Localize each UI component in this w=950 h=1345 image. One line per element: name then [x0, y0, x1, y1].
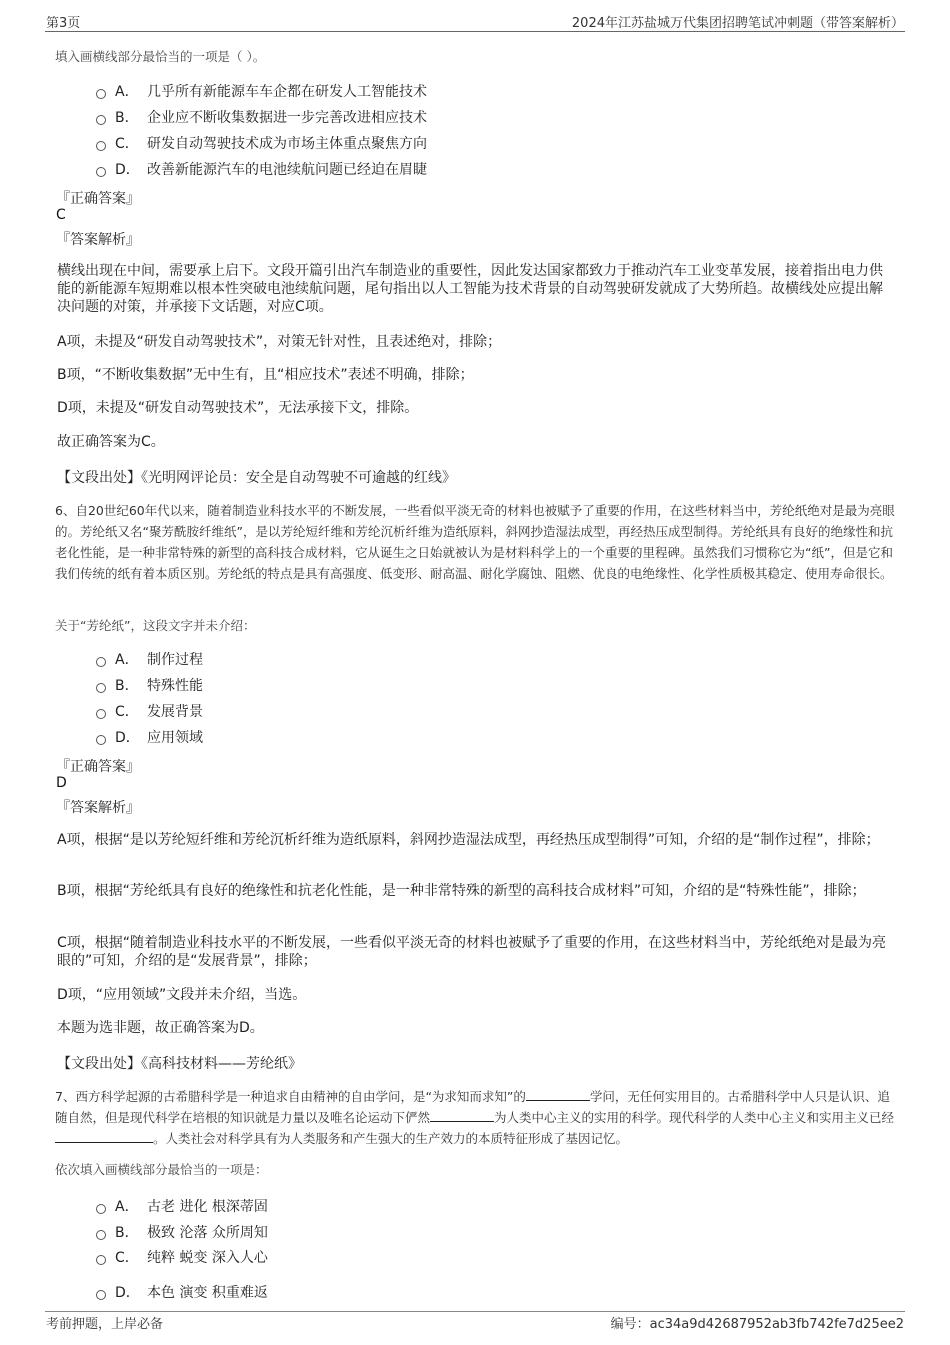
footer-divider: [45, 1311, 905, 1312]
radio-icon[interactable]: [96, 683, 106, 693]
analysis-paragraph: A项，未提及“研发自动驾驶技术”，对策无针对性，且表述绝对，排除；: [57, 334, 502, 350]
fill-blank-3[interactable]: [55, 1130, 153, 1143]
answer-value: C: [56, 207, 66, 223]
analysis-paragraph: 本题为选非题，故正确答案为D。: [57, 1020, 264, 1036]
radio-icon[interactable]: [96, 1255, 106, 1265]
question-passage: 6、自20世纪60年代以来，随着制造业科技水平的不断发展，一些看似平淡无奇的材料也被赋予了重要的作用，在这些材料当中，芳纶纸绝对是最为亮眼的。芳纶纸又名“聚芳酰胺纤维纸”，是以芳纶短纤维和芳纶沉析纤维为造纸原料，斜网抄造湿法成型，再经热压成型制得。芳纶纸具有良好的绝缘性和抗老化性能，是一种非常特殊的新型的高科技合成材料，它从诞生之日始就被认为是材料科学上的一个重要的里程碑。虽然我们习惯称它为“纸”，但是它和我们传统的纸有着本质区别。芳纶纸的特点是具有高强度、低变形、耐高温、耐化学腐蚀、阻燃、优良的电绝缘性、化学性质极其稳定、使用寿命很长。: [55, 503, 895, 581]
radio-icon[interactable]: [96, 115, 106, 125]
answer-value: D: [56, 775, 67, 791]
header-divider: [45, 31, 905, 32]
fill-blank-2[interactable]: [430, 1109, 494, 1122]
analysis-paragraph: B项，“不断收集数据”无中生有，且“相应技术”表述不明确，排除；: [57, 367, 474, 383]
radio-icon[interactable]: [96, 1290, 106, 1300]
footer-slogan: 考前押题，上岸必备: [46, 1317, 164, 1332]
analysis-label: 『答案解析』: [56, 800, 140, 816]
analysis-paragraph: A项，根据“是以芳纶短纤维和芳纶沉析纤维为造纸原料，斜网抄造湿法成型，再经热压成型制得”可知，介绍的是“制作过程”，排除；: [57, 832, 880, 848]
document-code: 编号：ac34a9d42687952ab3fb742fe7d25ee2: [610, 1317, 904, 1332]
radio-icon[interactable]: [96, 167, 106, 177]
analysis-paragraph: 横线出现在中间，需要承上启下。文段开篇引出汽车制造业的重要性，因此发达国家都致力于推动汽车工业变革发展，接着指出电力供能的新能源车短期难以根本性突破电池续航问题，尾句指出以人工智能为技术背景的自动驾驶研发就成了大势所趋。故横线处应提出解决问题的对策，并承接下文话题，对应C项。: [57, 263, 883, 315]
passage-source: 【文段出处】《光明网评论员：安全是自动驾驶不可逾越的红线》: [57, 470, 456, 486]
option-a[interactable]: A． 古老 进化 根深蒂固: [96, 1197, 268, 1217]
option-c[interactable]: C． 研发自动驾驶技术成为市场主体重点聚焦方向: [96, 134, 427, 154]
document-title: 2024年江苏盐城万代集团招聘笔试冲刺题（带答案解析）: [571, 16, 904, 31]
radio-icon[interactable]: [96, 709, 106, 719]
passage-source: 【文段出处】《高科技材料——芳纶纸》: [57, 1056, 302, 1072]
analysis-paragraph: D项，未提及“研发自动驾驶技术”，无法承接下文，排除。: [57, 400, 419, 416]
option-d[interactable]: D． 本色 演变 积重难返: [96, 1283, 268, 1303]
radio-icon[interactable]: [96, 735, 106, 745]
analysis-paragraph: B项，根据“芳纶纸具有良好的绝缘性和抗老化性能，是一种非常特殊的新型的高科技合成材料”可知，介绍的是“特殊性能”，排除；: [57, 883, 866, 899]
question-stem: 依次填入画横线部分最恰当的一项是：: [55, 1162, 268, 1177]
analysis-paragraph: 故正确答案为C。: [57, 434, 165, 450]
radio-icon[interactable]: [96, 1204, 106, 1214]
analysis-paragraph: D项，“应用领域”文段并未介绍，当选。: [57, 987, 307, 1003]
radio-icon[interactable]: [96, 89, 106, 99]
option-a[interactable]: A． 几乎所有新能源车车企都在研发人工智能技术: [96, 82, 427, 102]
option-c[interactable]: C． 发展背景: [96, 702, 203, 722]
option-d[interactable]: D． 应用领域: [96, 728, 203, 748]
answer-label: 『正确答案』: [56, 759, 140, 775]
question-stem: 填入画横线部分最恰当的一项是（ ）。: [55, 49, 266, 64]
analysis-paragraph: C项，根据“随着制造业科技水平的不断发展，一些看似平淡无奇的材料也被赋予了重要的作用，在这些材料当中，芳纶纸绝对是最为亮眼的”可知，介绍的是“发展背景”，排除；: [57, 935, 887, 969]
answer-label: 『正确答案』: [56, 191, 140, 207]
option-b[interactable]: B． 特殊性能: [96, 676, 203, 696]
analysis-label: 『答案解析』: [56, 232, 140, 248]
radio-icon[interactable]: [96, 657, 106, 667]
radio-icon[interactable]: [96, 1230, 106, 1240]
option-a[interactable]: A． 制作过程: [96, 650, 203, 670]
option-d[interactable]: D． 改善新能源汽车的电池续航问题已经迫在眉睫: [96, 160, 427, 180]
option-c[interactable]: C． 纯粹 蜕变 深入人心: [96, 1248, 268, 1268]
question-stem: 关于“芳纶纸”，这段文字并未介绍：: [55, 618, 256, 633]
option-b[interactable]: B． 企业应不断收集数据进一步完善改进相应技术: [96, 108, 427, 128]
radio-icon[interactable]: [96, 141, 106, 151]
fill-blank-1[interactable]: [526, 1088, 590, 1101]
option-b[interactable]: B． 极致 沦落 众所周知: [96, 1223, 268, 1243]
page-number: 第3页: [46, 16, 81, 31]
question-passage: 7、西方科学起源的古希腊科学是一种追求自由精神的自由学问，是“为求知而求知”的 学问，无任何实用目的。古希腊科学中人只是认识、追随自然，但是现代科学在培根的知识就是力量以及唯名论运动下俨然 为人类中心主义的实用的科学。现代科学的人类中心主义和实用主义已经。人类社会对科学具有为人类服务和产生强大的生产效力的本质特征形成了基因记忆。: [55, 1089, 895, 1146]
